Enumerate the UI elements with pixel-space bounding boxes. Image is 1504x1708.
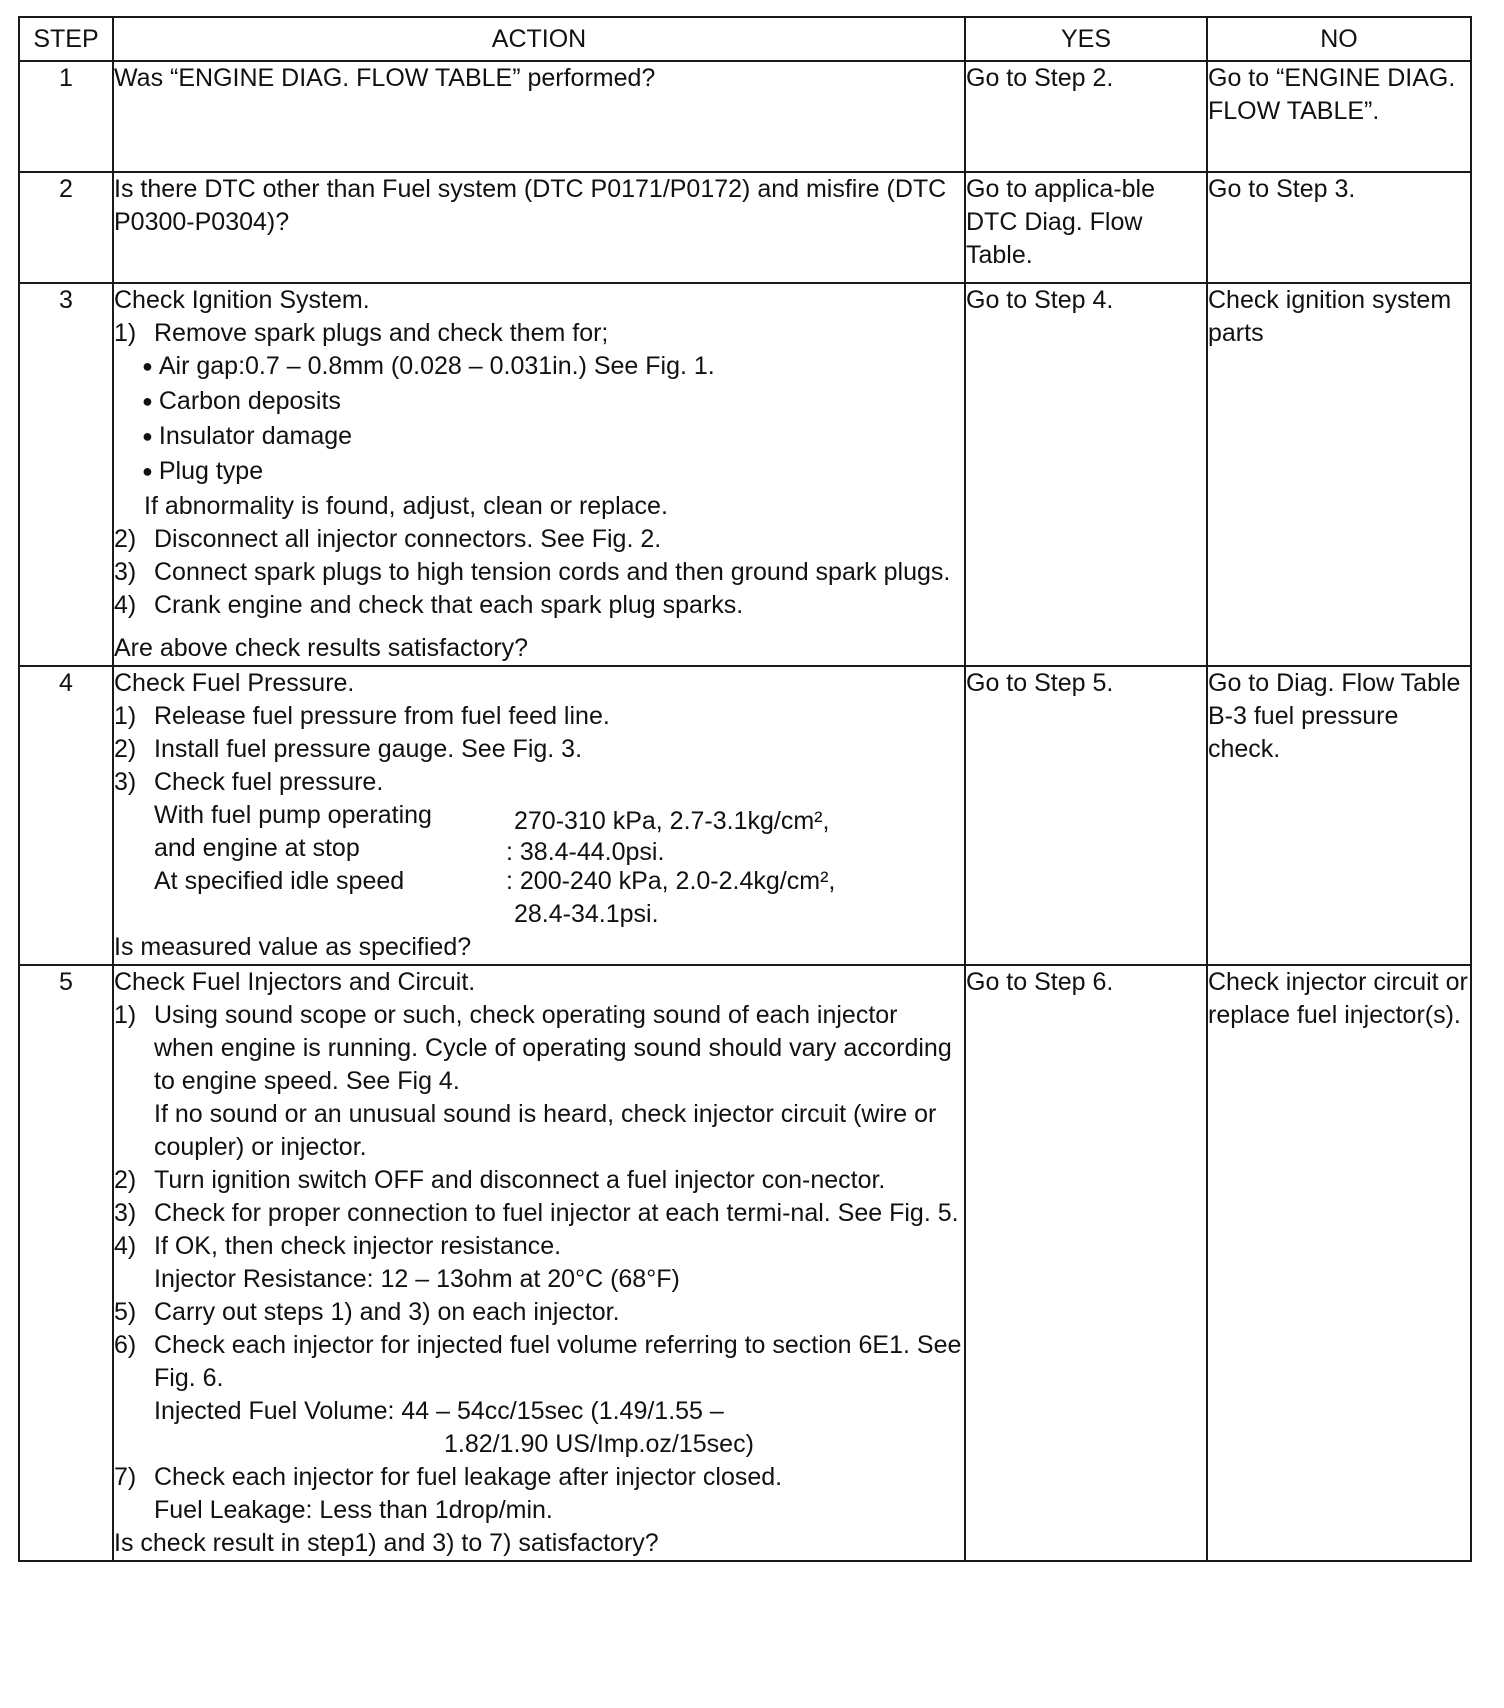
action-cell xyxy=(113,965,965,1561)
procedure-item xyxy=(114,766,964,799)
header-no: NO xyxy=(1207,17,1471,61)
spec-line xyxy=(154,799,964,835)
item-text: Crank engine and check that each spark plug sparks. xyxy=(154,591,744,619)
diagnostic-flow-table xyxy=(18,16,1472,1562)
action-cell xyxy=(113,172,965,283)
header-yes: YES xyxy=(965,17,1207,61)
item-number: 2) xyxy=(114,1166,137,1194)
yes-cell: Go to Step 5. xyxy=(965,666,1207,965)
spec-label: and engine at stop xyxy=(154,834,360,862)
table-row xyxy=(19,666,1471,965)
header-action: ACTION xyxy=(113,17,965,61)
fuel-pressure-spec xyxy=(114,799,964,931)
bullet-item: ● Plug type xyxy=(114,455,964,490)
spec-value: : 200-240 kPa, 2.0-2.4kg/cm², xyxy=(506,867,836,895)
bullet-item: ● Carbon deposits xyxy=(114,385,964,420)
action-cell xyxy=(113,61,965,172)
procedure-item xyxy=(114,1197,964,1230)
spec-line xyxy=(154,832,964,865)
item-text: If OK, then check injector resistance. xyxy=(154,1232,562,1260)
item-number: 1) xyxy=(114,319,137,347)
table-header-row xyxy=(19,17,1471,61)
spec-label: With fuel pump operating xyxy=(154,801,432,829)
item-spec: Fuel Leakage: Less than 1drop/min. xyxy=(154,1496,553,1524)
item-text: Connect spark plugs to high tension cords and then ground spark plugs. xyxy=(154,558,951,586)
procedure-item xyxy=(114,523,964,556)
step-number: 5 xyxy=(19,965,113,1561)
bullet-item: ● Insulator damage xyxy=(114,420,964,455)
procedure-item xyxy=(114,556,964,589)
step-number: 3 xyxy=(19,283,113,666)
action-title: Was “ENGINE DIAG. FLOW TABLE” performed? xyxy=(114,64,656,92)
procedure-item xyxy=(114,1296,964,1329)
procedure-item xyxy=(114,1164,964,1197)
item-number: 3) xyxy=(114,1199,137,1227)
procedure-item xyxy=(114,1230,964,1296)
item-number: 1) xyxy=(114,702,137,730)
spec-value: 28.4-34.1psi. xyxy=(514,900,659,928)
yes-cell: Go to applica-ble DTC Diag. Flow Table. xyxy=(965,172,1207,283)
spec-label: At specified idle speed xyxy=(154,867,405,895)
spec-line xyxy=(154,865,964,898)
item-number: 6) xyxy=(114,1331,137,1359)
no-cell: Go to Step 3. xyxy=(1207,172,1471,283)
action-cell xyxy=(113,283,965,666)
header-step: STEP xyxy=(19,17,113,61)
procedure-item xyxy=(114,1461,964,1527)
procedure-item xyxy=(114,1329,964,1461)
table-row xyxy=(19,965,1471,1561)
yes-cell: Go to Step 4. xyxy=(965,283,1207,666)
item-text: Turn ignition switch OFF and disconnect a fuel injector con-nector. xyxy=(154,1166,886,1194)
item-number: 4) xyxy=(114,591,137,619)
action-title: Check Fuel Pressure. xyxy=(114,669,355,697)
item-spec: Injected Fuel Volume: 44 – 54cc/15sec (1.49/1.55 – xyxy=(154,1397,724,1425)
item-text: Check for proper connection to fuel injector at each termi-nal. See Fig. 5. xyxy=(154,1199,959,1227)
no-cell: Check ignition system parts xyxy=(1207,283,1471,666)
bullet-item: ● Air gap:0.7 – 0.8mm (0.028 – 0.031in.) See Fig. 1. xyxy=(114,350,964,385)
item-text: Check each injector for fuel leakage after injector closed. xyxy=(154,1463,783,1491)
item-number: 3) xyxy=(114,768,137,796)
action-title: Is there DTC other than Fuel system (DTC P0171/P0172) and misfire (DTC P0300-P0304)? xyxy=(114,175,947,236)
item-number: 4) xyxy=(114,1232,137,1260)
item-text: Disconnect all injector connectors. See Fig. 2. xyxy=(154,525,662,553)
yes-cell: Go to Step 2. xyxy=(965,61,1207,172)
step-number: 2 xyxy=(19,172,113,283)
procedure-item xyxy=(114,589,964,622)
step-number: 1 xyxy=(19,61,113,172)
item-text: Release fuel pressure from fuel feed line. xyxy=(154,702,610,730)
item-text: Check fuel pressure. xyxy=(154,768,384,796)
item-number: 1) xyxy=(114,1001,137,1029)
item-number: 3) xyxy=(114,558,137,586)
no-cell: Go to “ENGINE DIAG. FLOW TABLE”. xyxy=(1207,61,1471,172)
item-text: Using sound scope or such, check operating sound of each injector when engine is running. Cycle of operating sound should vary according to engine speed. See Fig 4. xyxy=(154,1001,952,1095)
procedure-item xyxy=(114,700,964,733)
item-spec: Injector Resistance: 12 – 13ohm at 20°C (68°F) xyxy=(154,1265,680,1293)
spec-line xyxy=(154,898,964,931)
item-text: Carry out steps 1) and 3) on each injector. xyxy=(154,1298,620,1326)
procedure-item xyxy=(114,999,964,1164)
abnormality-note: If abnormality is found, adjust, clean or replace. xyxy=(144,492,668,520)
item-text: Install fuel pressure gauge. See Fig. 3. xyxy=(154,735,583,763)
table-row xyxy=(19,172,1471,283)
item-number: 7) xyxy=(114,1463,137,1491)
no-cell: Go to Diag. Flow Table B-3 fuel pressure check. xyxy=(1207,666,1471,965)
item-spec: 1.82/1.90 US/Imp.oz/15sec) xyxy=(444,1430,754,1458)
table-row xyxy=(19,61,1471,172)
item-text: Check each injector for injected fuel volume referring to section 6E1. See Fig. 6. xyxy=(154,1331,962,1392)
item-number: 2) xyxy=(114,525,137,553)
action-title: Check Fuel Injectors and Circuit. xyxy=(114,968,476,996)
action-title: Check Ignition System. xyxy=(114,286,370,314)
action-question: Is check result in step1) and 3) to 7) satisfactory? xyxy=(114,1529,659,1557)
item-note: If no sound or an unusual sound is heard, check injector circuit (wire or coupler) or injector. xyxy=(154,1100,937,1161)
no-cell: Check injector circuit or replace fuel injector(s). xyxy=(1207,965,1471,1561)
action-question: Are above check results satisfactory? xyxy=(114,634,529,662)
action-question: Is measured value as specified? xyxy=(114,933,472,961)
yes-cell: Go to Step 6. xyxy=(965,965,1207,1561)
step-number: 4 xyxy=(19,666,113,965)
item-number: 2) xyxy=(114,735,137,763)
spec-value: 270-310 kPa, 2.7-3.1kg/cm², xyxy=(514,807,830,835)
item-text: Remove spark plugs and check them for; xyxy=(154,319,609,347)
spec-value: : 38.4-44.0psi. xyxy=(506,838,665,866)
procedure-item xyxy=(114,317,964,350)
table-row xyxy=(19,283,1471,666)
procedure-item xyxy=(114,733,964,766)
action-cell xyxy=(113,666,965,965)
item-number: 5) xyxy=(114,1298,137,1326)
